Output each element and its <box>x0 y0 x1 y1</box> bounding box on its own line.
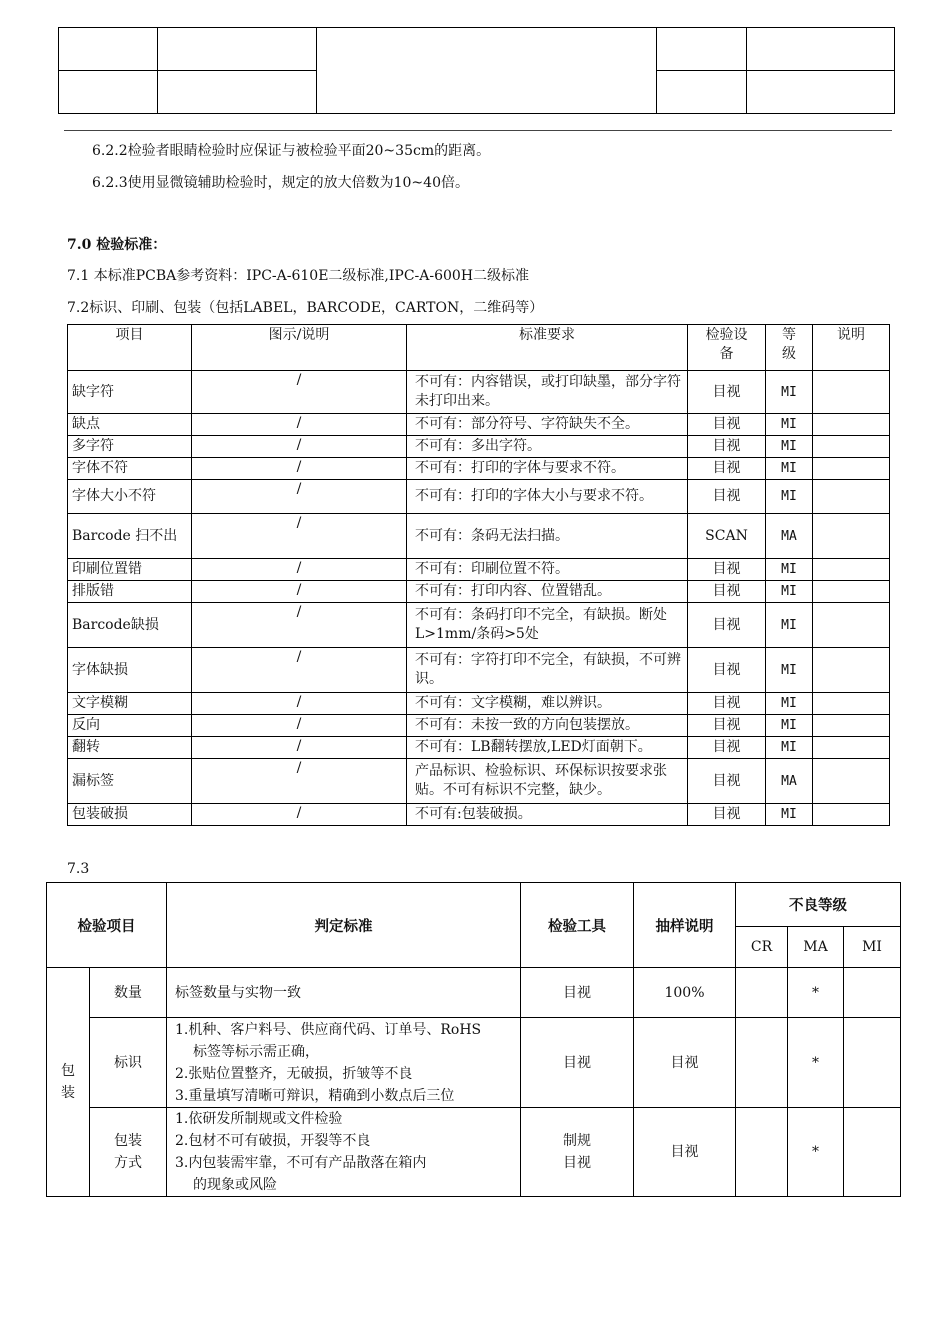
packaging-inspection-table <box>46 882 901 1197</box>
header-cell <box>747 71 895 114</box>
requirement-cell: 不可有：多出字符。 <box>407 436 688 458</box>
item-cell: 反向 <box>68 715 192 737</box>
level-cell: MI <box>766 458 813 480</box>
level-cell: MA <box>766 514 813 559</box>
sub-item-cell <box>90 1108 167 1197</box>
criteria-line: 1.依研发所制规或文件检验 <box>175 1111 343 1127</box>
note-cell <box>813 414 890 436</box>
header-cell <box>59 71 158 114</box>
figure-cell: / <box>192 458 407 480</box>
figure-cell: / <box>192 648 407 693</box>
requirement-cell: 不可有：打印的字体大小与要求不符。 <box>407 480 688 514</box>
tool-cell <box>521 1018 634 1108</box>
equipment-cell: 目视 <box>688 458 766 480</box>
table-row <box>68 693 890 715</box>
figure-cell: / <box>192 414 407 436</box>
figure-cell: / <box>192 759 407 804</box>
table-row <box>68 648 890 693</box>
mi-cell <box>844 968 901 1018</box>
level-cell: MI <box>766 693 813 715</box>
col-header-mi: MI <box>844 927 901 968</box>
table-row <box>68 603 890 648</box>
level-cell: MI <box>766 480 813 514</box>
item-cell: 字体缺损 <box>68 648 192 693</box>
equipment-cell: 目视 <box>688 559 766 581</box>
level-header-line1: 等 <box>782 327 796 343</box>
item-cell: 多字符 <box>68 436 192 458</box>
sub-item-cell <box>90 1018 167 1108</box>
col-header-requirement: 标准要求 <box>407 325 688 371</box>
criteria-cell <box>167 1018 521 1108</box>
equipment-cell: 目视 <box>688 603 766 648</box>
figure-cell: / <box>192 603 407 648</box>
level-cell: MA <box>766 759 813 804</box>
col-header-level <box>766 325 813 371</box>
requirement-cell: 不可有:包装破损。 <box>407 804 688 826</box>
cr-cell <box>736 968 788 1018</box>
requirement-cell: 不可有：条码无法扫描。 <box>407 514 688 559</box>
header-cell <box>158 71 317 114</box>
equipment-cell: SCAN <box>688 514 766 559</box>
section-7-1: 7.1 本标准PCBA参考资料：IPC-A-610E二级标准,IPC-A-600H二级标准 <box>67 268 530 284</box>
note-cell <box>813 480 890 514</box>
equipment-cell: 目视 <box>688 436 766 458</box>
note-cell <box>813 371 890 414</box>
item-cell: 字体不符 <box>68 458 192 480</box>
criteria-line: 标签数量与实物一致 <box>175 984 301 1001</box>
section-6-2-3: 6.2.3使用显微镜辅助检验时，规定的放大倍数为10~40倍。 <box>92 175 469 191</box>
col-header-item: 项目 <box>68 325 192 371</box>
col-header-sampling: 抽样说明 <box>634 883 736 968</box>
table-row <box>68 759 890 804</box>
level-cell: MI <box>766 436 813 458</box>
level-cell: MI <box>766 648 813 693</box>
col-header-cr: CR <box>736 927 788 968</box>
equipment-header-line1: 检验设 <box>705 327 748 343</box>
figure-cell: / <box>192 371 407 414</box>
col-header-criteria: 判定标准 <box>167 883 521 968</box>
table-row <box>68 371 890 414</box>
requirement-cell: 不可有：LB翻转摆放,LED灯面朝下。 <box>407 737 688 759</box>
sub-item-label: 包装方式 <box>114 1133 142 1171</box>
header-cell <box>657 28 747 71</box>
cr-cell <box>736 1108 788 1197</box>
figure-cell: / <box>192 436 407 458</box>
note-cell <box>813 737 890 759</box>
criteria-line: 的现象或风险 <box>193 1177 277 1193</box>
level-cell: MI <box>766 715 813 737</box>
document-header-table <box>58 27 895 114</box>
equipment-cell: 目视 <box>688 371 766 414</box>
requirement-cell: 不可有：部分符号、字符缺失不全。 <box>407 414 688 436</box>
item-cell: 漏标签 <box>68 759 192 804</box>
requirement-cell: 不可有：文字模糊，难以辨识。 <box>407 693 688 715</box>
level-cell: MI <box>766 414 813 436</box>
requirement-cell: 不可有：打印的字体与要求不符。 <box>407 458 688 480</box>
sampling-cell: 100% <box>634 968 736 1018</box>
figure-cell: / <box>192 737 407 759</box>
table-row <box>68 458 890 480</box>
item-cell: 字体大小不符 <box>68 480 192 514</box>
tool-label: 目视 <box>563 984 591 1001</box>
table-row <box>68 436 890 458</box>
item-cell: 缺字符 <box>68 371 192 414</box>
requirement-cell: 不可有：未按一致的方向包装摆放。 <box>407 715 688 737</box>
equipment-cell: 目视 <box>688 715 766 737</box>
tool-cell <box>521 968 634 1018</box>
requirement-cell: 产品标识、检验标识、环保标识按要求张贴。不可有标识不完整，缺少。 <box>407 759 688 804</box>
sampling-cell: 目视 <box>634 1108 736 1197</box>
figure-cell: / <box>192 693 407 715</box>
criteria-line: 3.内包装需牢靠，不可有产品散落在箱内 <box>175 1155 427 1171</box>
note-cell <box>813 559 890 581</box>
tool-cell <box>521 1108 634 1197</box>
figure-cell: / <box>192 804 407 826</box>
header-title-cell <box>317 28 657 114</box>
sampling-cell: 目视 <box>634 1018 736 1108</box>
section-7-3: 7.3 <box>67 861 90 877</box>
note-cell <box>813 804 890 826</box>
header-cell <box>59 28 158 71</box>
item-cell: 包装破损 <box>68 804 192 826</box>
ma-cell: * <box>788 1108 844 1197</box>
sub-item-label: 标识 <box>114 1054 142 1071</box>
equipment-cell: 目视 <box>688 480 766 514</box>
col-header-inspection-item: 检验项目 <box>47 883 167 968</box>
criteria-line: 2.包材不可有破损，开裂等不良 <box>175 1133 371 1149</box>
table-row <box>68 414 890 436</box>
level-cell: MI <box>766 371 813 414</box>
table-row <box>68 581 890 603</box>
header-cell <box>657 71 747 114</box>
section-7-0-title: 7.0 检验标准： <box>67 237 167 253</box>
table-row <box>68 559 890 581</box>
sub-item-label: 数量 <box>114 984 142 1001</box>
note-cell <box>813 514 890 559</box>
ma-cell: * <box>788 968 844 1018</box>
equipment-cell: 目视 <box>688 414 766 436</box>
note-cell <box>813 436 890 458</box>
sub-item-cell <box>90 968 167 1018</box>
tool-label: 目视 <box>563 1054 591 1071</box>
note-cell <box>813 715 890 737</box>
note-cell <box>813 648 890 693</box>
table-body <box>47 968 901 1197</box>
criteria-line: 标签等标示需正确， <box>193 1043 319 1060</box>
criteria-line: 2.张贴位置整齐，无破损，折皱等不良 <box>175 1065 413 1082</box>
col-header-figure: 图示/说明 <box>192 325 407 371</box>
note-cell <box>813 759 890 804</box>
table-row <box>47 968 901 1018</box>
figure-cell: / <box>192 514 407 559</box>
criteria-cell <box>167 968 521 1018</box>
requirement-cell: 不可有：打印内容、位置错乱。 <box>407 581 688 603</box>
figure-cell: / <box>192 559 407 581</box>
table-header-row <box>68 325 890 371</box>
equipment-cell: 目视 <box>688 737 766 759</box>
table-row <box>68 480 890 514</box>
table-row <box>68 737 890 759</box>
criteria-line: 1.机种、客户料号、供应商代码、订单号、RoHS <box>175 1021 482 1038</box>
item-cell: 文字模糊 <box>68 693 192 715</box>
requirement-cell: 不可有：印刷位置不符。 <box>407 559 688 581</box>
item-cell: Barcode 扫不出 <box>68 514 192 559</box>
equipment-cell: 目视 <box>688 759 766 804</box>
equipment-cell: 目视 <box>688 648 766 693</box>
item-cell: 印刷位置错 <box>68 559 192 581</box>
level-cell: MI <box>766 737 813 759</box>
label-print-package-table <box>67 324 890 826</box>
figure-cell: / <box>192 581 407 603</box>
requirement-cell: 不可有：内容错误，或打印缺墨，部分字符未打印出来。 <box>407 371 688 414</box>
col-header-equipment <box>688 325 766 371</box>
table-row <box>68 514 890 559</box>
item-cell: 排版错 <box>68 581 192 603</box>
requirement-cell: 不可有：字符打印不完全，有缺损，不可辨识。 <box>407 648 688 693</box>
criteria-cell <box>167 1108 521 1197</box>
cr-cell <box>736 1018 788 1108</box>
level-cell: MI <box>766 804 813 826</box>
equipment-header-line2: 备 <box>719 346 734 362</box>
level-cell: MI <box>766 603 813 648</box>
col-header-ma: MA <box>788 927 844 968</box>
mi-cell <box>844 1108 901 1197</box>
level-header-line2: 级 <box>782 346 796 362</box>
note-cell <box>813 693 890 715</box>
tool-label: 制规 目视 <box>563 1133 591 1171</box>
table-row <box>47 1108 901 1197</box>
table-row <box>68 715 890 737</box>
item-cell: 翻转 <box>68 737 192 759</box>
header-cell <box>158 28 317 71</box>
table-body <box>68 371 890 826</box>
level-cell: MI <box>766 559 813 581</box>
table-header-row <box>47 883 901 927</box>
note-cell <box>813 458 890 480</box>
equipment-cell: 目视 <box>688 581 766 603</box>
requirement-cell: 不可有：条码打印不完全，有缺损。断处L>1mm/条码>5处 <box>407 603 688 648</box>
col-header-defect-level: 不良等级 <box>736 883 901 927</box>
level-cell: MI <box>766 581 813 603</box>
group-cell-packaging <box>47 968 90 1197</box>
item-cell: 缺点 <box>68 414 192 436</box>
header-cell <box>747 28 895 71</box>
note-cell <box>813 581 890 603</box>
header-divider <box>64 130 892 131</box>
section-6-2-2: 6.2.2检验者眼睛检验时应保证与被检验平面20~35cm的距离。 <box>92 143 491 159</box>
col-header-tool: 检验工具 <box>521 883 634 968</box>
ma-cell: * <box>788 1018 844 1108</box>
table-row <box>47 1018 901 1108</box>
group-label: 包装 <box>61 1063 75 1101</box>
table-row <box>68 804 890 826</box>
section-7-2: 7.2标识、印刷、包装（包括LABEL，BARCODE，CARTON，二维码等） <box>67 300 544 316</box>
figure-cell: / <box>192 715 407 737</box>
equipment-cell: 目视 <box>688 693 766 715</box>
mi-cell <box>844 1018 901 1108</box>
equipment-cell: 目视 <box>688 804 766 826</box>
note-cell <box>813 603 890 648</box>
item-cell: Barcode缺损 <box>68 603 192 648</box>
col-header-note: 说明 <box>813 325 890 371</box>
figure-cell: / <box>192 480 407 514</box>
criteria-line: 3.重量填写清晰可辩识，精确到小数点后三位 <box>175 1087 455 1104</box>
